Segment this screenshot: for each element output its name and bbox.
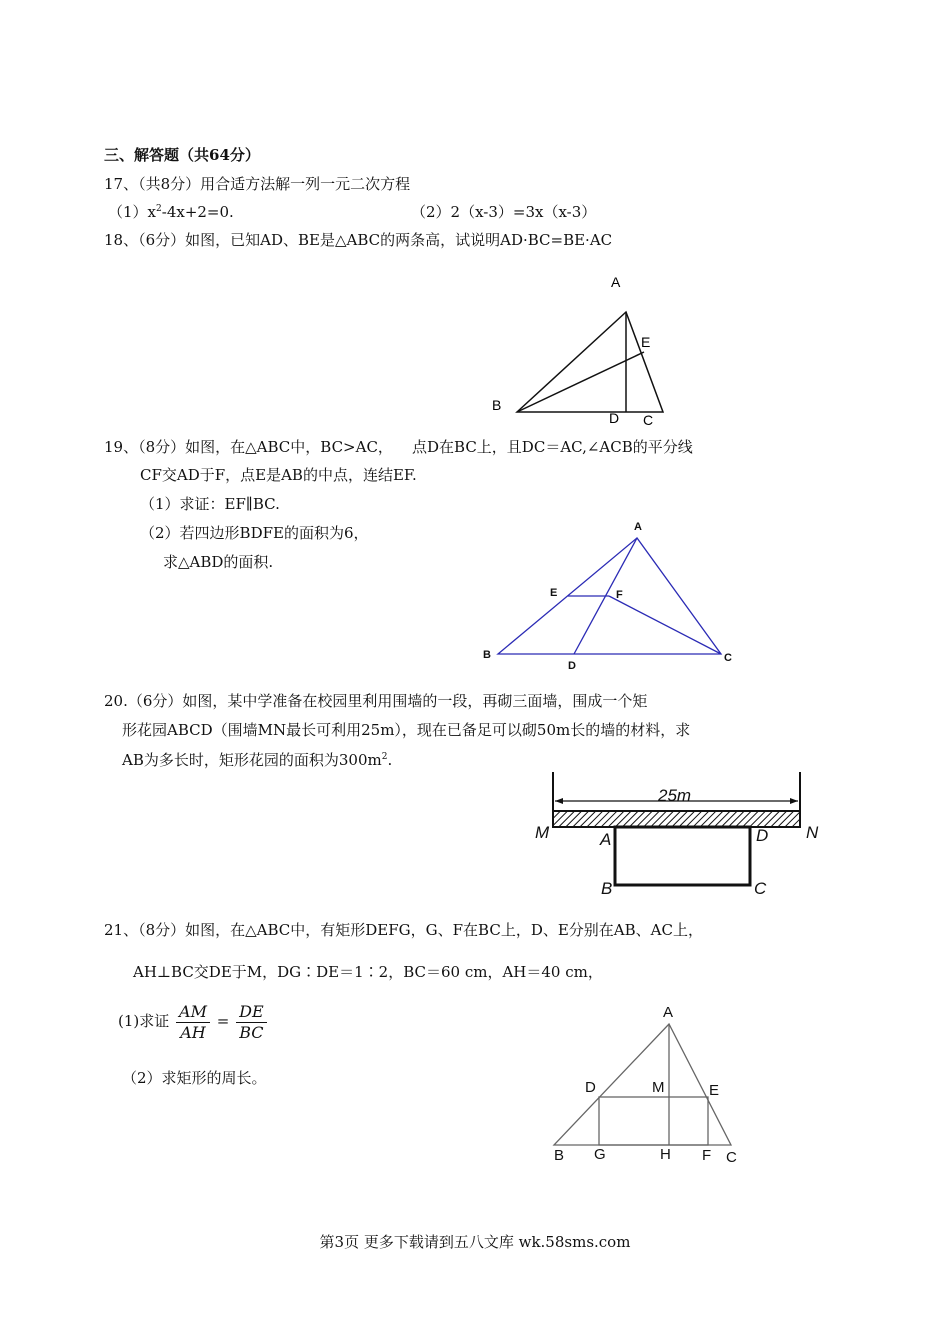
label-f: F xyxy=(702,1147,712,1164)
q19-part1: （1）求证：EF∥BC. xyxy=(140,495,280,513)
label-m: M xyxy=(535,823,550,842)
q20-line1: 20.（6分）如图，某中学准备在校园里利用围墙的一段，再砌三面墙，围成一个矩 xyxy=(104,692,648,710)
q19-figure xyxy=(478,515,748,675)
q20-line2: 形花园ABCD（围墙MN最长可利用25m），现在已备足可以砌50m长的墙的材料，求 xyxy=(122,721,691,739)
label-b: B xyxy=(554,1147,565,1164)
label-f: F xyxy=(616,589,623,601)
q17-text: 17、（共8分）用合适方法解一列一元二次方程 xyxy=(104,175,411,193)
q20-line3: AB为多长时，矩形花园的面积为$300m^2$. xyxy=(122,751,393,769)
q19-line2: CF交AD于F，点E是AB的中点，连结EF. xyxy=(140,466,417,484)
label-c: C xyxy=(726,1149,737,1166)
triangle-abc xyxy=(517,312,663,412)
fraction-de-bc: $\frac{DE}{BC}$ xyxy=(236,1002,267,1043)
q19-line1: 19、（8分）如图，在△ABC中，BC>AC， 点D在BC上，且DC＝AC,∠ACB的平分线 xyxy=(104,438,693,456)
altitude-be xyxy=(517,352,644,412)
label-g: G xyxy=(594,1146,606,1163)
q19-part2: （2）若四边形BDFE的面积为6， xyxy=(140,524,369,542)
label-d: D xyxy=(585,1079,596,1096)
q21-line2: AH⊥BC交DE于M，DG∶DE＝1∶2，BC＝60 cm，AH＝40 cm， xyxy=(133,963,603,981)
q19-part2b: 求△ABD的面积. xyxy=(163,553,274,571)
q17-part2: （2）2（x-3）=3x（x-3） xyxy=(411,203,597,221)
q18-text: 18、（6分）如图，已知AD、BE是△ABC的两条高，试说明AD·BC=BE·AC xyxy=(104,231,613,249)
label-e: E xyxy=(709,1082,720,1099)
arrow-right xyxy=(790,798,798,804)
label-c: C xyxy=(643,412,654,428)
q21-figure xyxy=(545,1000,745,1170)
label-a: A xyxy=(600,830,612,849)
label-a: A xyxy=(634,521,642,533)
label-n: N xyxy=(806,823,819,842)
label-b: B xyxy=(483,649,491,661)
q21-part2: （2）求矩形的周长。 xyxy=(122,1069,267,1087)
label-m: M xyxy=(652,1079,665,1096)
section-title: 三、解答题（共64分） xyxy=(104,146,260,164)
label-d: D xyxy=(756,826,769,845)
label-length: 25m xyxy=(658,786,692,805)
q21-line1: 21、（8分）如图，在△ABC中，有矩形DEFG，G、F在BC上，D、E分别在AB、AC上， xyxy=(104,921,703,939)
q21-part1: (1)求证 $\frac{AM}{AH}$ = $\frac{DE}{BC}$ xyxy=(118,998,269,1044)
page-footer: 第3页 更多下载请到五八文库 wk.58sms.com xyxy=(319,1233,631,1251)
label-d: D xyxy=(609,410,620,426)
q20-figure xyxy=(528,765,833,900)
label-a: A xyxy=(611,274,621,290)
q17-part1: $(1)x^2-4x+2=0$. xyxy=(108,203,234,221)
label-c: C xyxy=(754,879,767,898)
label-e: E xyxy=(550,587,558,599)
label-b: B xyxy=(601,879,613,898)
segment-cf xyxy=(609,596,721,654)
wall-mn xyxy=(553,811,800,827)
q18-figure xyxy=(480,265,690,435)
label-h: H xyxy=(660,1146,671,1163)
garden-abcd xyxy=(615,827,750,885)
triangle-abc xyxy=(554,1024,731,1145)
label-d: D xyxy=(568,660,576,672)
label-b: B xyxy=(492,397,502,413)
arrow-left xyxy=(555,798,563,804)
label-c: C xyxy=(724,652,732,664)
rectangle-defg xyxy=(599,1097,708,1145)
label-e: E xyxy=(641,334,651,350)
label-a: A xyxy=(663,1004,674,1021)
fraction-am-ah: $\frac{AM}{AH}$ xyxy=(176,1002,210,1043)
